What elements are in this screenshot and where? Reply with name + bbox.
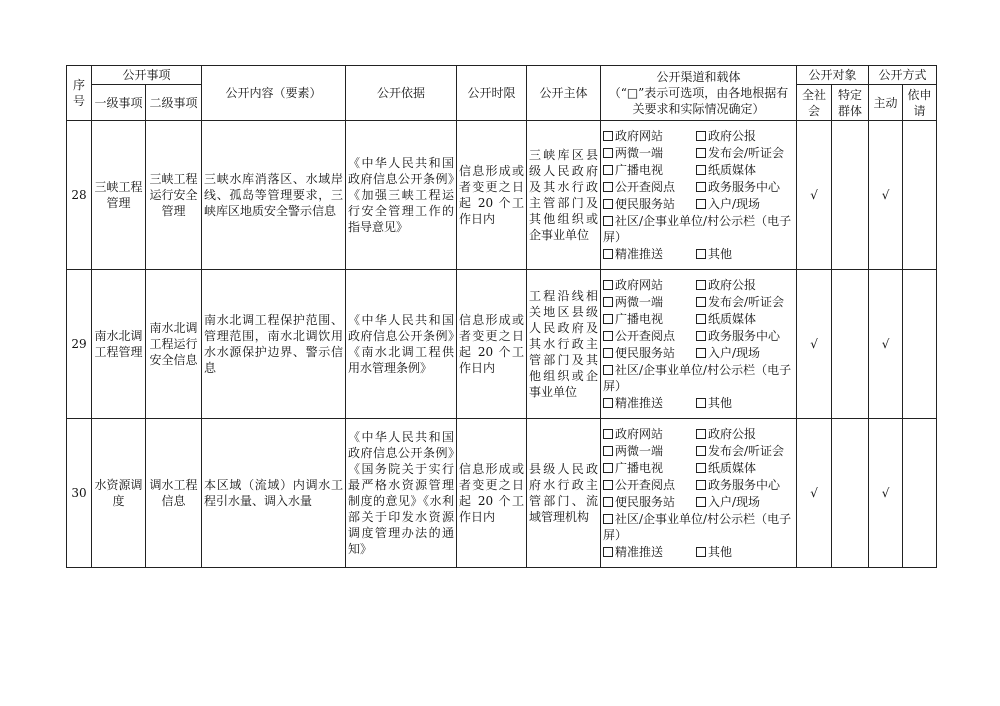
- checkbox-empty-icon: [696, 463, 706, 473]
- channel-option: 公开查阅点: [603, 179, 696, 195]
- checkbox-empty-icon: [603, 365, 613, 375]
- checkbox-empty-icon: [603, 182, 613, 192]
- channel-option: 社区/企事业单位/村公示栏（电子屏）: [603, 512, 792, 542]
- header-channel-title: 公开渠道和载体: [656, 70, 741, 84]
- header-method-active: 主动: [869, 85, 903, 121]
- channel-option: 两微一端: [603, 443, 696, 459]
- row-subject: 工程沿线相关地区县级人民政府及其水行政主管部门及其他组织或企事业单位: [527, 270, 601, 419]
- row-target-all: √: [797, 419, 832, 568]
- channel-option: 社区/企事业单位/村公示栏（电子屏）: [603, 214, 792, 244]
- checkbox-empty-icon: [696, 348, 706, 358]
- channel-option: 政务服务中心: [696, 328, 796, 344]
- checkbox-empty-icon: [603, 280, 613, 290]
- channel-option: 政府网站: [603, 277, 696, 293]
- checkbox-empty-icon: [696, 480, 706, 490]
- channel-option: 广播电视: [603, 162, 696, 178]
- row-method-request: [903, 270, 937, 419]
- channel-option: 其他: [696, 246, 796, 262]
- checkbox-empty-icon: [603, 514, 613, 524]
- row-subject: 县级人民政府水行政主管部门、流域管理机构: [527, 419, 601, 568]
- channel-option: 精准推送: [603, 246, 696, 262]
- row-content: 南水北调工程保护范围、管理范围，南水北调饮用水水源保护边界、警示信息: [202, 270, 346, 419]
- row-level2: 南水北调工程运行安全信息: [146, 270, 202, 419]
- row-level2: 三峡工程运行安全管理: [146, 121, 202, 270]
- header-subject: 公开主体: [527, 66, 601, 121]
- channel-option: 政务服务中心: [696, 179, 796, 195]
- header-content: 公开内容（要素）: [202, 66, 346, 121]
- channel-option: 精准推送: [603, 395, 696, 411]
- checkbox-empty-icon: [696, 429, 706, 439]
- checkbox-empty-icon: [696, 249, 706, 259]
- row-no: 29: [67, 270, 92, 419]
- channel-option: 便民服务站: [603, 345, 696, 361]
- row-channels: [601, 121, 797, 270]
- checkbox-empty-icon: [696, 199, 706, 209]
- checkbox-empty-icon: [696, 398, 706, 408]
- row-target-specific: [832, 419, 869, 568]
- checkbox-empty-icon: [603, 199, 613, 209]
- header-time-limit: 公开时限: [457, 66, 527, 121]
- header-method-request: 依申请: [903, 85, 937, 121]
- checkbox-empty-icon: [603, 497, 613, 507]
- checkbox-empty-icon: [696, 280, 706, 290]
- row-basis: 《中华人民共和国政府信息公开条例》《国务院关于实行最严格水资源管理制度的意见》《水利部关于印发水资源调度管理办法的通知》: [346, 419, 457, 568]
- checkbox-empty-icon: [603, 297, 613, 307]
- channel-option: 政府公报: [696, 277, 796, 293]
- checkbox-empty-icon: [696, 446, 706, 456]
- channel-option: 政府公报: [696, 128, 796, 144]
- row-target-all: √: [797, 121, 832, 270]
- channel-option: 发布会/听证会: [696, 145, 796, 161]
- row-subject: 三峡库区县级人民政府及其水行政主管部门及其他组织或企事业单位: [527, 121, 601, 270]
- checkbox-empty-icon: [603, 216, 613, 226]
- disclosure-table: [66, 65, 937, 568]
- checkbox-empty-icon: [603, 463, 613, 473]
- channel-option: 纸质媒体: [696, 311, 796, 327]
- channel-option: 政府网站: [603, 426, 696, 442]
- checkbox-empty-icon: [603, 331, 613, 341]
- row-no: 28: [67, 121, 92, 270]
- header-seq: 序号: [67, 66, 92, 121]
- header-target-specific: 特定群体: [832, 85, 869, 121]
- row-content: 三峡水库消落区、水域岸线、孤岛等管理要求，三峡库区地质安全警示信息: [202, 121, 346, 270]
- header-channel: [601, 66, 797, 121]
- checkbox-empty-icon: [603, 249, 613, 259]
- header-target-all: 全社会: [797, 85, 832, 121]
- header-row-1: [67, 66, 937, 85]
- checkbox-empty-icon: [696, 314, 706, 324]
- row-level1: 南水北调工程管理: [92, 270, 146, 419]
- channel-option: 两微一端: [603, 145, 696, 161]
- row-time-limit: 信息形成或者变更之日起 20 个工作日内: [457, 419, 527, 568]
- channel-option: 纸质媒体: [696, 460, 796, 476]
- row-level1: 水资源调度: [92, 419, 146, 568]
- checkbox-empty-icon: [603, 314, 613, 324]
- channel-option: 入户/现场: [696, 494, 796, 510]
- header-group-items: 公开事项: [92, 66, 202, 85]
- checkbox-empty-icon: [696, 131, 706, 141]
- row-target-specific: [832, 270, 869, 419]
- header-group-method: 公开方式: [869, 66, 937, 85]
- checkbox-empty-icon: [603, 398, 613, 408]
- row-level2: 调水工程信息: [146, 419, 202, 568]
- checkbox-empty-icon: [603, 547, 613, 557]
- header-level1: 一级事项: [92, 85, 146, 121]
- channel-option: 社区/企事业单位/村公示栏（电子屏）: [603, 363, 792, 393]
- checkbox-empty-icon: [603, 165, 613, 175]
- row-channels: [601, 419, 797, 568]
- row-time-limit: 信息形成或者变更之日起 20 个工作日内: [457, 121, 527, 270]
- checkbox-empty-icon: [696, 497, 706, 507]
- row-target-all: √: [797, 270, 832, 419]
- checkbox-empty-icon: [696, 148, 706, 158]
- table-row: [67, 270, 937, 419]
- checkbox-empty-icon: [603, 480, 613, 490]
- checkbox-empty-icon: [603, 348, 613, 358]
- row-level1: 三峡工程管理: [92, 121, 146, 270]
- row-target-specific: [832, 121, 869, 270]
- channel-option: 政府网站: [603, 128, 696, 144]
- header-channel-note: （“□”表示可选项，由各地根据有关要求和实际情况确定）: [608, 86, 789, 116]
- row-method-request: [903, 419, 937, 568]
- channel-option: 其他: [696, 544, 796, 560]
- checkbox-empty-icon: [696, 331, 706, 341]
- checkbox-empty-icon: [696, 547, 706, 557]
- checkbox-empty-icon: [603, 446, 613, 456]
- channel-option: 其他: [696, 395, 796, 411]
- channel-option: 两微一端: [603, 294, 696, 310]
- channel-option: 发布会/听证会: [696, 443, 796, 459]
- channel-option: 发布会/听证会: [696, 294, 796, 310]
- row-time-limit: 信息形成或者变更之日起 20 个工作日内: [457, 270, 527, 419]
- header-level2: 二级事项: [146, 85, 202, 121]
- channel-option: 便民服务站: [603, 196, 696, 212]
- channel-option: 公开查阅点: [603, 477, 696, 493]
- row-method-request: [903, 121, 937, 270]
- channel-option: 入户/现场: [696, 196, 796, 212]
- row-method-active: √: [869, 270, 903, 419]
- checkbox-empty-icon: [603, 131, 613, 141]
- checkbox-empty-icon: [696, 165, 706, 175]
- row-method-active: √: [869, 419, 903, 568]
- channel-option: 政务服务中心: [696, 477, 796, 493]
- row-content: 本区域（流域）内调水工程引水量、调入水量: [202, 419, 346, 568]
- channel-option: 精准推送: [603, 544, 696, 560]
- row-no: 30: [67, 419, 92, 568]
- channel-option: 便民服务站: [603, 494, 696, 510]
- table-row: [67, 419, 937, 568]
- table-row: [67, 121, 937, 270]
- channel-option: 广播电视: [603, 460, 696, 476]
- checkbox-empty-icon: [696, 297, 706, 307]
- checkbox-empty-icon: [603, 429, 613, 439]
- channel-option: 纸质媒体: [696, 162, 796, 178]
- channel-option: 入户/现场: [696, 345, 796, 361]
- row-basis: 《中华人民共和国政府信息公开条例》《加强三峡工程运行安全管理工作的指导意见》: [346, 121, 457, 270]
- row-method-active: √: [869, 121, 903, 270]
- channel-option: 政府公报: [696, 426, 796, 442]
- header-basis: 公开依据: [346, 66, 457, 121]
- row-basis: 《中华人民共和国政府信息公开条例》《南水北调工程供用水管理条例》: [346, 270, 457, 419]
- channel-option: 公开查阅点: [603, 328, 696, 344]
- header-group-target: 公开对象: [797, 66, 869, 85]
- checkbox-empty-icon: [696, 182, 706, 192]
- channel-option: 广播电视: [603, 311, 696, 327]
- checkbox-empty-icon: [603, 148, 613, 158]
- row-channels: [601, 270, 797, 419]
